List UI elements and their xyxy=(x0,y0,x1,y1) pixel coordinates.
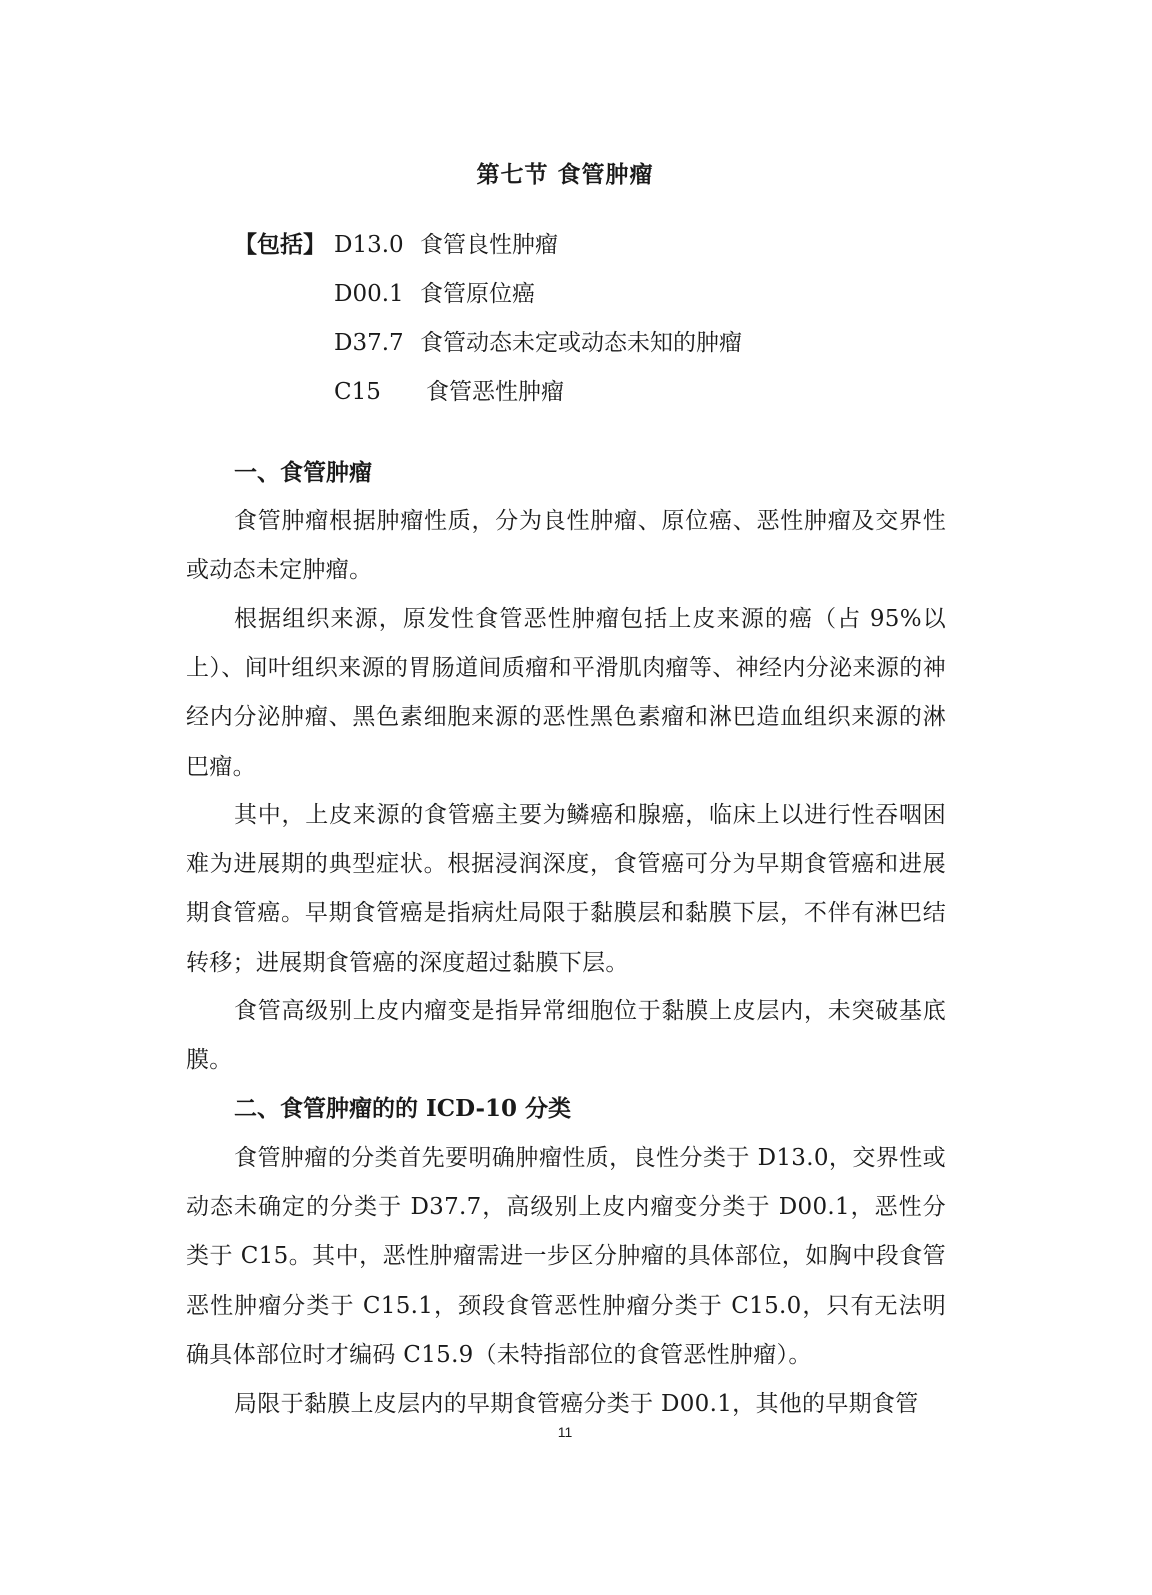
icd-description: 食管原位癌 xyxy=(420,281,535,307)
section-title: 第七节 食管肿瘤 xyxy=(476,161,654,188)
icd-code: D37.7 xyxy=(334,330,404,356)
icd-code: C15 xyxy=(334,379,381,405)
section-heading: 一、食管肿瘤 xyxy=(234,459,372,486)
icd-code: D13.0 xyxy=(334,232,404,258)
body-paragraph: 其中，上皮来源的食管癌主要为鳞癌和腺癌，临床上以进行性吞咽困难为进展期的典型症状。根据浸润深度，食管癌可分为早期食管癌和进展期食管癌。早期食管癌是指病灶局限于黏膜层和黏膜下层，不伴有淋巴结转移；进展期食管癌的深度超过黏膜下层。 xyxy=(186,802,946,976)
icd-description: 食管良性肿瘤 xyxy=(420,232,558,258)
page-number: 11 xyxy=(557,1424,573,1440)
includes-label: 【包括】 xyxy=(234,231,326,258)
icd-description: 食管动态未定或动态未知的肿瘤 xyxy=(420,330,742,356)
body-paragraph: 根据组织来源，原发性食管恶性肿瘤包括上皮来源的癌（占 95%以上）、间叶组织来源的胃肠道间质瘤和平滑肌肉瘤等、神经内分泌来源的神经内分泌肿瘤、黑色素细胞来源的恶性黑色素瘤和淋巴造血组织来源的淋巴瘤。 xyxy=(186,606,946,780)
icd-description: 食管恶性肿瘤 xyxy=(426,379,564,405)
body-paragraph: 局限于黏膜上皮层内的早期食管癌分类于 D00.1，其他的早期食管 xyxy=(234,1391,919,1417)
body-paragraph: 食管肿瘤根据肿瘤性质，分为良性肿瘤、原位癌、恶性肿瘤及交界性或动态未定肿瘤。 xyxy=(186,508,946,584)
section-heading: 二、食管肿瘤的的 ICD-10 分类 xyxy=(234,1095,572,1122)
body-paragraph: 食管肿瘤的分类首先要明确肿瘤性质，良性分类于 D13.0，交界性或动态未确定的分类于 D37.7，高级别上皮内瘤变分类于 D00.1，恶性分类于 C15。其中，恶性肿瘤需进一步区分肿瘤的具体部位，如胸中段食管恶性肿瘤分类于 C15.1，颈段食管恶性肿瘤分类于 C15.0，只有无法明确具体部位时才编码 C15.9（未特指部位的食管恶性肿瘤）。 xyxy=(186,1145,946,1368)
icd-code: D00.1 xyxy=(334,281,404,307)
body-paragraph: 食管高级别上皮内瘤变是指异常细胞位于黏膜上皮层内，未突破基底膜。 xyxy=(186,998,946,1074)
